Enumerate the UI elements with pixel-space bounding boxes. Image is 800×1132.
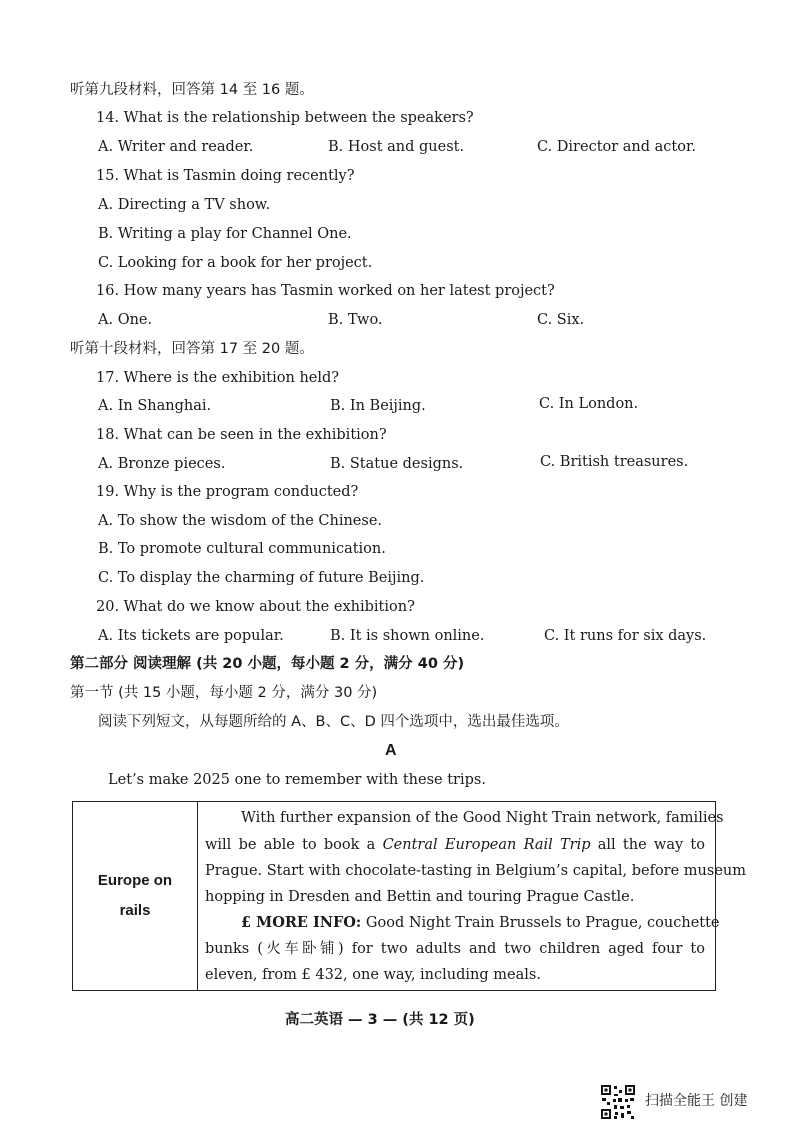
option-c: C. Looking for a book for her project. [98,255,373,271]
option-b: B. Two. [328,312,383,328]
text-run: Good Night Train Brussels to Prague, couchette [361,915,720,931]
option-c: C. To display the charming of future Beijing. [98,570,425,586]
part2-heading: 第二部分 阅读理解 (共 20 小题，每小题 2 分，满分 40 分) [70,656,465,672]
section9-instruction: 听第九段材料，回答第 14 至 16 题。 [70,82,314,98]
table-row-label: Europe on rails [97,872,173,919]
option-b: B. It is shown online. [330,628,485,644]
table-text-line: Prague. Start with chocolate-tasting in Belgium’s capital, before museum [205,863,747,879]
option-a: A. One. [98,312,153,328]
option-b: B. Host and guest. [328,139,465,155]
option-a: A. Bronze pieces. [98,456,226,472]
option-c: C. Six. [537,312,585,328]
option-b: B. Writing a play for Channel One. [98,226,352,242]
question-stem: 19. Why is the program conducted? [96,484,359,500]
table-divider [197,802,198,990]
text-run: will be able to book a [205,837,383,853]
option-c: C. In London. [539,396,639,412]
table-text-line: hopping in Dresden and Bettin and touring Prague Castle. [205,889,635,905]
option-b: B. To promote cultural communication. [98,541,386,557]
text-run: all the way to [590,837,705,853]
option-a: A. To show the wisdom of the Chinese. [98,513,383,529]
section1-heading: 第一节 (共 15 小题，每小题 2 分，满分 30 分) [70,685,378,701]
option-a: A. Its tickets are popular. [98,628,284,644]
qr-code-icon [600,1084,636,1120]
table-text-line [205,835,705,855]
question-stem: 16. How many years has Tasmin worked on her latest project? [96,283,555,299]
option-c: C. It runs for six days. [544,628,707,644]
question-stem: 15. What is Tasmin doing recently? [96,168,355,184]
reading-instruction: 阅读下列短文，从每题所给的 A、B、C、D 四个选项中，选出最佳选项。 [98,714,569,730]
question-stem: 14. What is the relationship between the speakers? [96,110,474,126]
option-a: A. In Shanghai. [98,398,212,414]
option-b: B. Statue designs. [330,456,464,472]
scanner-watermark: 扫描全能王 创建 [645,1093,748,1109]
trip-name: Central European Rail Trip [382,837,591,853]
trip-info-table [72,801,747,991]
option-c: C. British treasures. [540,454,689,470]
table-text-line: eleven, from £ 432, one way, including meals. [205,967,541,983]
option-b: B. In Beijing. [330,398,426,414]
passage-intro: Let’s make 2025 one to remember with these trips. [108,772,486,788]
more-info-label: £ MORE INFO: [241,914,362,931]
passage-letter: A [385,742,397,759]
option-a: A. Directing a TV show. [98,197,271,213]
question-stem: 17. Where is the exhibition held? [96,370,340,386]
question-stem: 18. What can be seen in the exhibition? [96,427,387,443]
table-text-line: With further expansion of the Good Night Train network, families [241,810,724,826]
table-text-line: bunks (火车卧铺) for two adults and two children aged four to [205,941,705,957]
page-footer: 高二英语 — 3 — (共 12 页) [285,1012,475,1028]
option-a: A. Writer and reader. [98,139,254,155]
option-c: C. Director and actor. [537,139,696,155]
question-stem: 20. What do we know about the exhibition? [96,599,415,615]
section10-instruction: 听第十段材料，回答第 17 至 20 题。 [70,341,314,357]
table-text-line [241,913,720,933]
